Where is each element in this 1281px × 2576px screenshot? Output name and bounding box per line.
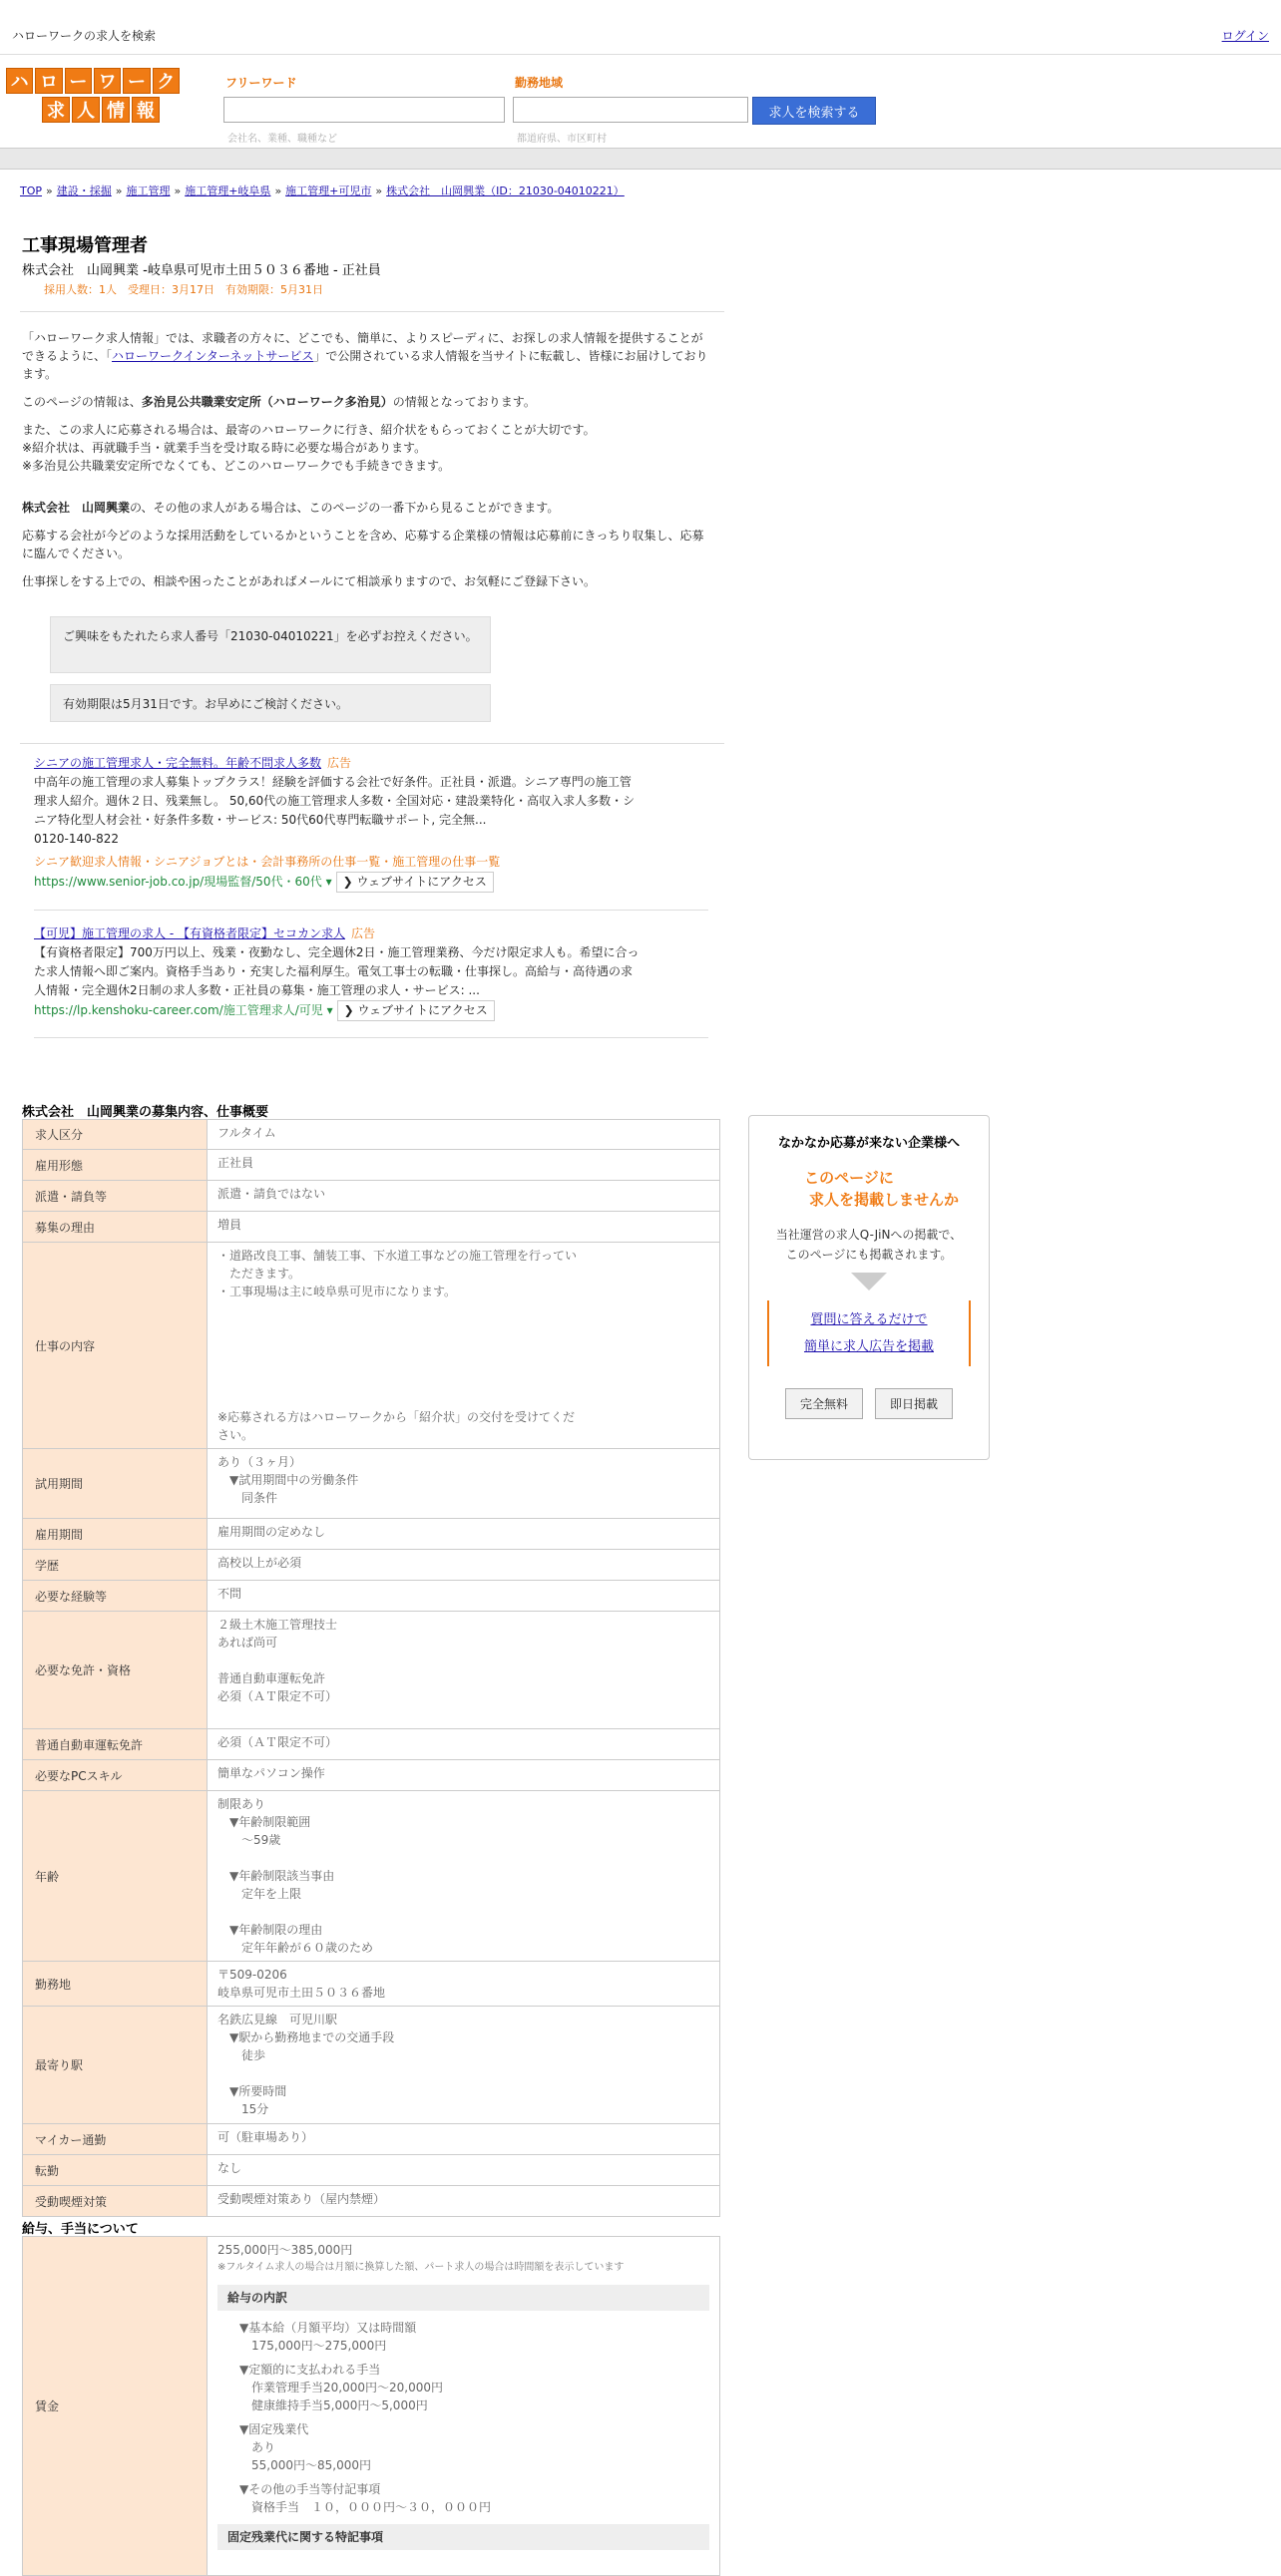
logo-char: ハ xyxy=(6,68,33,94)
breadcrumb-category[interactable]: 建設・採掘 xyxy=(56,184,112,197)
spec-value: 可（駐車場あり） xyxy=(208,2124,720,2155)
spec-value: 正社員 xyxy=(208,1150,720,1181)
spec-key: 試用期間 xyxy=(23,1449,208,1519)
spec-key: マイカー通勤 xyxy=(23,2124,208,2155)
spec-key: 派遣・請負等 xyxy=(23,1181,208,1212)
job-header xyxy=(22,231,720,297)
spec-value: 名鉄広見線 可児川駅 ▼駅から勤務地までの交通手段 徒歩 ▼所要時間 15分 xyxy=(208,2007,720,2124)
spec-row xyxy=(23,1550,720,1581)
divider xyxy=(34,1037,708,1038)
same-day-button[interactable]: 即日掲載 xyxy=(875,1388,953,1419)
intro-paragraph: 応募する会社が今どのような採用活動をしているかということを含め、応募する企業様の情報は応募前にきっちり収集し、応募に臨んでください。 xyxy=(22,529,704,560)
spec-key: 仕事の内容 xyxy=(23,1243,208,1449)
fixed-overtime-heading: 固定残業代に関する特記事項 xyxy=(217,2524,709,2550)
job-title: 工事現場管理者 xyxy=(22,235,148,256)
salary-value xyxy=(208,2237,720,2576)
spec-value: 不問 xyxy=(208,1581,720,1612)
hellowork-internet-link[interactable]: ハローワークインターネットサービス xyxy=(112,349,314,363)
spec-table xyxy=(22,1119,720,2217)
logo-row-1 xyxy=(6,68,180,94)
site-title: ハローワークの求人を検索 xyxy=(12,29,157,43)
spec-value: 必須（ＡＴ限定不可） xyxy=(208,1729,720,1760)
breadcrumb: TOP » 建設・採掘 » 施工管理 » 施工管理+岐阜県 » 施工管理+可児市 » 株式会社 山岡興業（ID：21030-04010221） xyxy=(20,184,625,197)
logo-char: ク xyxy=(153,68,180,94)
intro-paragraph: ※紹介状は、再就職手当・就業手当を受け取る時に必要な場合があります。 xyxy=(22,441,427,455)
spec-value: 〒509-0206 岐阜県可児市土田５０３６番地 xyxy=(208,1962,720,2007)
spec-row xyxy=(23,2007,720,2124)
sidebar-text: 当社運営の求人Q-JiNへの掲載で、 このページにも掲載されます。 xyxy=(775,1228,963,1262)
spec-value: 派遣・請負ではない xyxy=(208,1181,720,1212)
spec-row xyxy=(23,1181,720,1212)
logo-char: 求 xyxy=(42,97,70,123)
spec-value: 雇用期間の定めなし xyxy=(208,1519,720,1550)
intro-paragraph: 株式会社 山岡興業の、その他の求人がある場合は、このページの一番下から見ることができます。 xyxy=(22,501,560,515)
salary-item: ▼基本給（月額平均）又は時間額 175,000円〜275,000円 xyxy=(239,2321,417,2353)
logo-row-2 xyxy=(42,97,180,123)
intro-paragraph: 仕事探しをする上での、相談や困ったことがあればメールにて相談承りますので、お気軽にご登録下さい。 xyxy=(22,574,597,588)
spec-row xyxy=(23,2186,720,2217)
spec-key: 募集の理由 xyxy=(23,1212,208,1243)
spec-key: 賃金 xyxy=(23,2237,208,2576)
spec-value: ・道路改良工事、舗装工事、下水道工事などの施工管理を行ってい ただきます。 ・工事現場は主に岐阜県可児市になります。 ※応募される方はハローワークから「紹介状」の交付を受けてくだ さい。 xyxy=(208,1243,720,1449)
salary-table xyxy=(22,2236,720,2576)
breadcrumb-city[interactable]: 施工管理+可児市 xyxy=(285,184,372,197)
spec-value: 高校以上が必須 xyxy=(208,1550,720,1581)
spec-row xyxy=(23,2237,720,2576)
spec-key: 雇用形態 xyxy=(23,1150,208,1181)
intro-text xyxy=(22,329,712,600)
spec-value: あり（３ヶ月） ▼試用期間中の労働条件 同条件 xyxy=(208,1449,720,1519)
logo-char: ー xyxy=(123,68,150,94)
logo[interactable] xyxy=(6,68,180,124)
spec-value: 簡単なパソコン操作 xyxy=(208,1760,720,1791)
spec-value: フルタイム xyxy=(208,1120,720,1150)
intro-paragraph: また、この求人に応募される場合は、最寄のハローワークに行き、紹介状をもらっておくことが大切です。 xyxy=(22,423,596,437)
breadcrumb-prefecture[interactable]: 施工管理+岐阜県 xyxy=(185,184,271,197)
freeword-input[interactable] xyxy=(223,97,505,123)
spec-row xyxy=(23,1581,720,1612)
spec-row xyxy=(23,1243,720,1449)
spec-row xyxy=(23,1150,720,1181)
spec-key: 勤務地 xyxy=(23,1962,208,2007)
spec-row xyxy=(23,1612,720,1729)
divider xyxy=(34,910,708,911)
spec-key: 必要な経験等 xyxy=(23,1581,208,1612)
ad-body: 【有資格者限定】700万円以上、残業・夜勤なし、完全週休2日・施工管理業務、今だけ限定求人も。希望に合った求人情報へ即ご案内。資格手当あり・充実した福利厚生。電気工事士の転職・仕事探し。高給与・高待遇の求人情報・完全週休2日制の求人多数・正社員の募集・施工管理の求人・サービス: ... xyxy=(34,945,640,997)
spec-row xyxy=(23,1791,720,1962)
salary-item: ▼その他の手当等付記事項 資格手当 １０，０００円〜３０，０００円 xyxy=(239,2482,492,2514)
logo-char: ー xyxy=(65,68,92,94)
spec-key: 普通自動車運転免許 xyxy=(23,1729,208,1760)
spec-row xyxy=(23,1729,720,1760)
ad-access-button[interactable]: ❯ ウェブサイトにアクセス xyxy=(337,1000,495,1021)
spec-key: 転勤 xyxy=(23,2155,208,2186)
divider xyxy=(20,311,724,312)
divider xyxy=(20,743,724,744)
nav-band xyxy=(0,148,1281,170)
spec-key: 最寄り駅 xyxy=(23,2007,208,2124)
intro-paragraph: このページの情報は、多治見公共職業安定所（ハローワーク多治見）の情報となっております。 xyxy=(22,395,536,409)
sidebar-link-questions[interactable]: 質問に答えるだけで xyxy=(810,1312,928,1327)
top-bar xyxy=(0,0,1281,55)
spec-row xyxy=(23,1962,720,2007)
spec-row xyxy=(23,2155,720,2186)
breadcrumb-occupation[interactable]: 施工管理 xyxy=(126,184,171,197)
spec-value: 制限あり ▼年齢制限範囲 〜59歳 ▼年齢制限該当事由 定年を上限 ▼年齢制限の理由 定年年齢が６０歳のため xyxy=(208,1791,720,1962)
spec-value: なし xyxy=(208,2155,720,2186)
spec-value: 増員 xyxy=(208,1212,720,1243)
intro-paragraph: 「ハローワーク求人情報」では、求職者の方々に、どこでも、簡単に、よりスピーディに、お探しの求人情報を提供することができるように、「ハローワークインターネットサービス」で公開されている求人情報を当サイトに転載し、皆様にお届けしております。 xyxy=(22,331,708,381)
ad-label: 広告 xyxy=(350,926,375,940)
area-hint: 都道府県、市区町村 xyxy=(517,134,607,145)
notice-job-number: ご興味をもたれたら求人番号「21030-04010221」を必ずお控えください。 xyxy=(50,616,491,673)
spec-row xyxy=(23,1760,720,1791)
area-label: 勤務地域 xyxy=(515,76,564,90)
ad-title-link[interactable]: シニアの施工管理求人・完全無料。年齢不問求人多数 xyxy=(34,756,322,770)
spec-row xyxy=(23,1519,720,1550)
freeword-label: フリーワード xyxy=(225,76,297,90)
spec-key: 年齢 xyxy=(23,1791,208,1962)
spec-key: 必要なPCスキル xyxy=(23,1760,208,1791)
ad-url[interactable]: https://lp.kenshoku-career.com/施工管理求人/可児 xyxy=(34,1003,323,1017)
logo-char: ワ xyxy=(94,68,121,94)
recruit-info: 採用人数：1人 受理日：3月17日 有効期限：5月31日 xyxy=(44,283,323,296)
spec-key: 求人区分 xyxy=(23,1120,208,1150)
salary-range: 255,000円〜385,000円 xyxy=(217,2243,353,2257)
sidebar-headline: このページに 求人を掲載しませんか xyxy=(804,1169,959,1209)
sidebar-links xyxy=(767,1300,971,1366)
spec-key: 学歴 xyxy=(23,1550,208,1581)
spec-row xyxy=(23,2124,720,2155)
sidebar-title: なかなか応募が来ない企業様へ xyxy=(777,1136,960,1151)
area-input[interactable] xyxy=(513,97,748,123)
logo-char: 情 xyxy=(102,97,130,123)
ad-title-link[interactable]: 【可児】施工管理の求人 - 【有資格者限定】セコカン求人 xyxy=(34,926,345,940)
salary-note: ※フルタイム求人の場合は月額に換算した額、パート求人の場合は時間額を表示しています xyxy=(217,2262,625,2273)
search-button[interactable]: 求人を検索する xyxy=(752,97,876,125)
spec-section-title: 株式会社 山岡興業の募集内容、仕事概要 xyxy=(22,1105,269,1120)
spec-value: ２級土木施工管理技士 あれば尚可 普通自動車運転免許 必須（ＡＴ限定不可） xyxy=(208,1612,720,1729)
spec-key: 受動喫煙対策 xyxy=(23,2186,208,2217)
ad-label: 広告 xyxy=(327,756,352,770)
salary-item: ▼固定残業代 あり 55,000円〜85,000円 xyxy=(239,2422,371,2472)
logo-char: 人 xyxy=(72,97,100,123)
spec-row xyxy=(23,1120,720,1150)
login-link[interactable]: ログイン xyxy=(1221,29,1269,43)
spec-row xyxy=(23,1449,720,1519)
spec-key: 必要な免許・資格 xyxy=(23,1612,208,1729)
salary-section-title: 給与、手当について xyxy=(22,2222,139,2237)
ad-block: シニアの施工管理求人・完全無料。年齢不問求人多数 広告 中高年の施工管理の求人募集トップクラス！経験を評価する会社で好条件。正社員・派遣。シニア専門の施工管理求人紹介。週休２日、残業無し。 50,60代の施工管理求人多数・全国対応・建設業特化・高収入求人多数・シニア特化型人材会社・好条件多数・サービス: 50代60代専門転職サポート, 完全無... 0120-140-822 シニア歓迎求人情報・シニアジョブとは・会計事務所の仕事一覧・施工管理の仕事一覧 https://www.senior-job.co.jp/現場監督/50代・60代 ▾ ❯ ウェブサイトにアクセス xyxy=(34,754,642,893)
ad-sitelinks[interactable]: シニア歓迎求人情報・シニアジョブとは・会計事務所の仕事一覧・施工管理の仕事一覧 xyxy=(34,855,501,869)
spec-value: 受動喫煙対策あり（屋内禁煙） xyxy=(208,2186,720,2217)
freeword-hint: 会社名、業種、職種など xyxy=(227,134,337,145)
sidebar-ad-box xyxy=(748,1115,990,1460)
breadcrumb-company[interactable]: 株式会社 山岡興業（ID：21030-04010221） xyxy=(386,184,625,197)
intro-paragraph: ※多治見公共職業安定所でなくても、どこのハローワークでも手続きできます。 xyxy=(22,459,451,473)
salary-breakdown-heading: 給与の内訳 xyxy=(217,2285,709,2311)
ad-block: 【可児】施工管理の求人 - 【有資格者限定】セコカン求人 広告 【有資格者限定】700万円以上、残業・夜勤なし、完全週休2日・施工管理業務、今だけ限定求人も。希望に合った求人情報へ即ご案内。資格手当あり・充実した福利厚生。電気工事士の転職・仕事探し。高給与・高待遇の求人情報・完全週休2日制の求人多数・正社員の募集・施工管理の求人・サービス: ... https://lp.kenshoku-career.com/施工管理求人/可児 ▾ ❯ ウェブサイトにアクセス xyxy=(34,924,642,1021)
logo-char: 報 xyxy=(132,97,160,123)
breadcrumb-top[interactable]: TOP xyxy=(20,184,43,197)
sidebar-buttons xyxy=(749,1388,989,1419)
ad-url[interactable]: https://www.senior-job.co.jp/現場監督/50代・60代 xyxy=(34,875,322,889)
logo-char: ロ xyxy=(35,68,62,94)
notice-expiry: 有効期限は5月31日です。お早めにご検討ください。 xyxy=(50,684,491,722)
free-button[interactable]: 完全無料 xyxy=(785,1388,863,1419)
arrow-down-icon xyxy=(851,1273,887,1290)
spec-row xyxy=(23,1212,720,1243)
salary-item: ▼定額的に支払われる手当 作業管理手当20,000円〜20,000円 健康維持手当5,000円〜5,000円 xyxy=(239,2363,443,2412)
spec-key: 雇用期間 xyxy=(23,1519,208,1550)
ad-access-button[interactable]: ❯ ウェブサイトにアクセス xyxy=(336,872,494,893)
ad-phone: 0120-140-822 xyxy=(34,832,120,846)
company-line: 株式会社 山岡興業 -岐阜県可児市土田５０３６番地 - 正社員 xyxy=(22,263,381,278)
sidebar-link-post-ad[interactable]: 簡単に求人広告を掲載 xyxy=(803,1339,934,1354)
ad-body: 中高年の施工管理の求人募集トップクラス！経験を評価する会社で好条件。正社員・派遣。シニア専門の施工管理求人紹介。週休２日、残業無し。 50,60代の施工管理求人多数・全国対応・建設業特化・高収入求人多数・シニア特化型人材会社・好条件多数・サービス: 50代60代専門転職サポート, 完全無... xyxy=(34,775,636,827)
